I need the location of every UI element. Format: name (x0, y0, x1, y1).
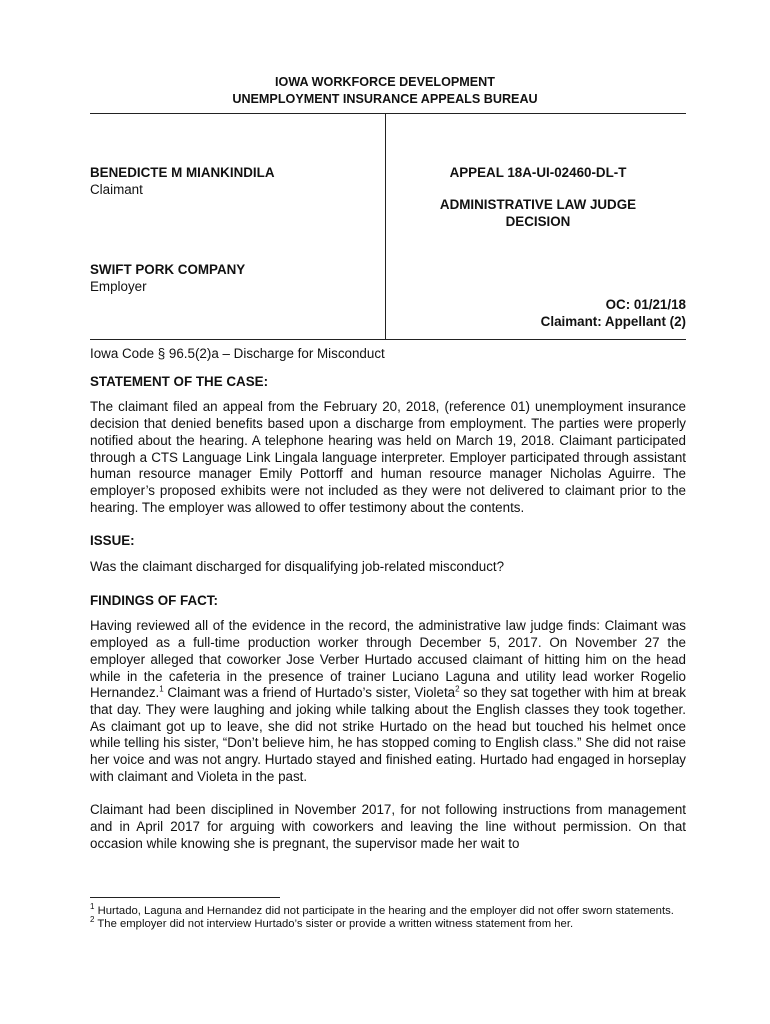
statement-paragraph: The claimant filed an appeal from the February 20, 2018, (reference 01) unemployment insurance decision that denied benefits based upon a discharge from employment. The parties were properly notified about the hearing. A telephone hearing was held on March 19, 2018. Claimant participated through a CTS Language Link Lingala language interpreter. Employer participated through assistant human resource manager Emily Pottorff and human resource manager Nicholas Aguirre. The employer’s proposed exhibits were not included as they were not delivered to claimant prior to the hearing. The employer was allowed to offer testimony about the contents. (90, 399, 686, 515)
decision-title-line1: ADMINISTRATIVE LAW JUDGE (439, 197, 637, 212)
footnote-rule (90, 897, 280, 898)
findings-heading: FINDINGS OF FACT: (90, 592, 218, 608)
agency-name: IOWA WORKFORCE DEVELOPMENT (275, 75, 495, 89)
footnote-ref-1[interactable]: 1 (159, 684, 164, 694)
appeal-number: APPEAL 18A-UI-02460-DL-T (449, 165, 627, 180)
claimant-name: BENEDICTE M MIANKINDILA (90, 165, 275, 180)
footnote-1-text: Hurtado, Laguna and Hernandez did not participate in the hearing and the employer did not offer sworn statements. (94, 905, 674, 917)
employer-name: SWIFT PORK COMPANY (90, 262, 246, 277)
appeal-block (390, 164, 686, 230)
discipline-paragraph: Claimant had been disciplined in November 2017, for not following instructions from management and in April 2017 for arguing with coworkers and leaving the line without permission. On that occasion while knowing she is pregnant, the supervisor made her wait to (90, 802, 686, 851)
footnote-2 (90, 915, 686, 931)
bureau-name: UNEMPLOYMENT INSURANCE APPEALS BUREAU (232, 92, 538, 106)
claimant-status: Claimant: Appellant (2) (540, 314, 686, 329)
decision-title-line2: DECISION (505, 214, 571, 229)
statement-heading: STATEMENT OF THE CASE: (90, 373, 269, 389)
caption-top-rule (90, 113, 686, 114)
footnote-1-number: 1 (90, 902, 95, 912)
findings-paragraph (90, 618, 686, 785)
agency-header (0, 74, 770, 108)
claimant-role: Claimant (90, 182, 143, 197)
code-reference: Iowa Code § 96.5(2)a – Discharge for Misconduct (90, 346, 385, 361)
findings-text-1: Having reviewed all of the evidence in the record, the administrative law judge finds: Claimant was employed as a full-time production worker through December 5, 2017. On November 27 the employer alleged that coworker Jose Verber Hurtado accused claimant of hitting him on the head while in the cafeteria in the presence of trainer Luciano Laguna and utility lead worker Rogelio Hernandez. (90, 618, 686, 701)
parties-block (90, 164, 380, 295)
caption-bottom-rule (90, 339, 686, 340)
caption-divider (385, 113, 386, 339)
footnotes (90, 902, 686, 932)
oc-date: OC: 01/21/18 (605, 297, 686, 312)
footnote-2-number: 2 (90, 915, 95, 925)
employer-role: Employer (90, 279, 147, 294)
oc-block (390, 296, 686, 330)
footnote-1 (90, 902, 686, 918)
findings-text-2: Claimant was a friend of Hurtado’s sister, Violeta (163, 685, 456, 701)
findings-text-3: so they sat together with him at break that day. They were laughing and joking while talking about the English classes they took together. As claimant got up to leave, she did not strike Hurtado on the head but touched his helmet once while telling his sister, “Don’t believe him, he has stopped coming to English class.” She did not raise her voice and was not angry. Hurtado stayed and finished eating. Hurtado had engaged in horseplay with claimant and Violeta in the past. (90, 685, 686, 784)
issue-heading: ISSUE: (90, 533, 135, 549)
decision-body (90, 346, 686, 853)
footnote-2-text: The employer did not interview Hurtado’s sister or provide a written witness statement from her. (94, 918, 574, 931)
footnote-ref-2[interactable]: 2 (455, 684, 460, 694)
issue-paragraph: Was the claimant discharged for disqualifying job-related misconduct? (90, 559, 505, 575)
